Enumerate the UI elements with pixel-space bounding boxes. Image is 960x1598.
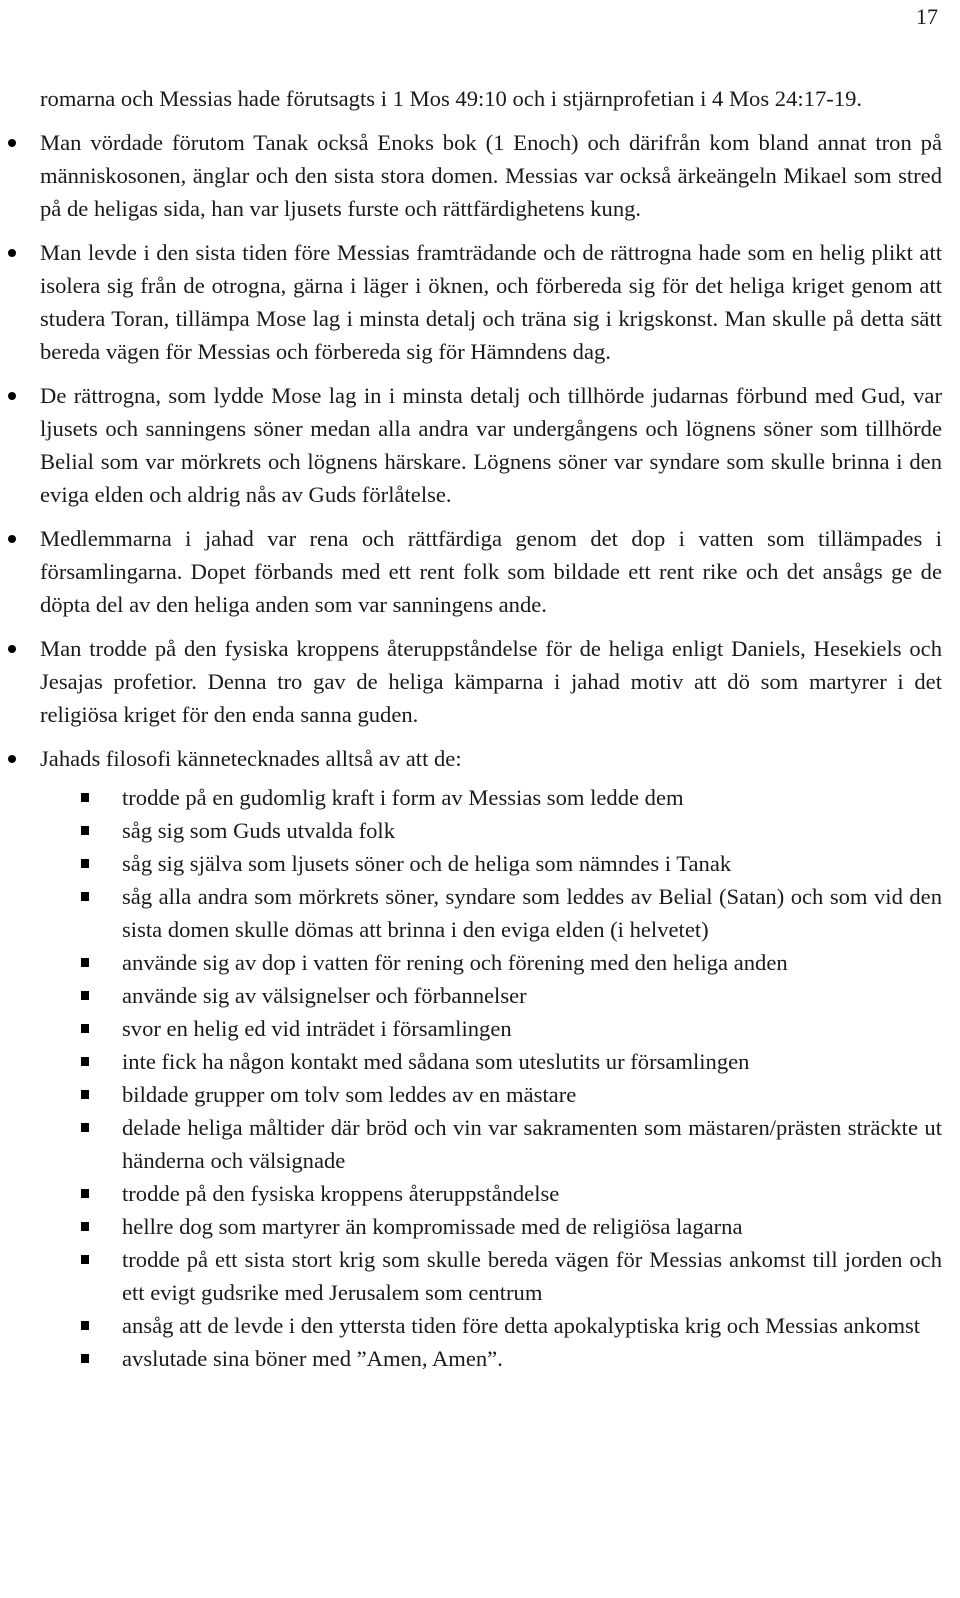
bullet-text: Man trodde på den fysiska kroppens återuppståndelse för de heliga enligt Daniels, Hesekiels och Jesajas profetior. Denna tro gav de heliga kämparna i jahad motiv att dö som martyrer i det religiösa kriget för den enda sanna guden. bbox=[40, 636, 942, 727]
sub-item-text: svor en helig ed vid inträdet i församlingen bbox=[122, 1016, 512, 1041]
square-bullet-icon bbox=[81, 793, 89, 802]
square-bullet-icon bbox=[81, 958, 89, 967]
bullet-text: De rättrogna, som lydde Mose lag in i minsta detalj och tillhörde judarnas förbund med Gud, var ljusets och sanningens söner medan alla andra var undergångens och lögnens söner som tillhörde Belial som var mörkrets och lögnens härskare. Lögnens söner var syndare som skulle brinna i den eviga elden och aldrig nås av Guds förlåtelse. bbox=[40, 383, 942, 507]
bullet-item bbox=[40, 236, 942, 368]
bullet-text: Man levde i den sista tiden före Messias framträdande och de rättrogna hade som en helig plikt att isolera sig från de otrogna, gärna i läger i öknen, och förbereda sig för det heliga kriget genom att studera Toran, tillämpa Mose lag i minsta detalj och träna sig i krigskonst. Man skulle på detta sätt bereda vägen för Messias och förbereda sig för Hämndens dag. bbox=[40, 240, 942, 364]
sub-item-text: inte fick ha någon kontakt med sådana som uteslutits ur församlingen bbox=[122, 1049, 750, 1074]
bullet-item bbox=[40, 522, 942, 621]
sub-list-item bbox=[122, 1309, 942, 1342]
sub-item-text: använde sig av välsignelser och förbannelser bbox=[122, 983, 527, 1008]
bullet-dot-icon bbox=[8, 755, 16, 763]
sub-list-item bbox=[122, 1012, 942, 1045]
sub-list-item bbox=[122, 1078, 942, 1111]
sub-item-text: ansåg att de levde i den yttersta tiden före detta apokalyptiska krig och Messias ankomst bbox=[122, 1313, 921, 1338]
sub-list-item bbox=[122, 979, 942, 1012]
square-bullet-icon bbox=[81, 1189, 89, 1198]
bullet-text: Medlemmarna i jahad var rena och rättfärdiga genom det dop i vatten som tillämpades i församlingarna. Dopet förbands med ett rent folk som bildade ett rent rike och det ansågs ge de döpta del av den heliga anden som var sanningens ande. bbox=[40, 526, 942, 617]
sub-item-text: såg alla andra som mörkrets söner, syndare som leddes av Belial (Satan) och som vid den sista domen skulle dömas att brinna i den eviga elden (i helvetet) bbox=[122, 884, 942, 942]
bullet-item bbox=[40, 379, 942, 511]
sub-list-item bbox=[122, 814, 942, 847]
square-bullet-icon bbox=[81, 892, 89, 901]
sub-item-text: använde sig av dop i vatten för rening och förening med den heliga anden bbox=[122, 950, 788, 975]
page-body bbox=[40, 82, 942, 1375]
bullet-list bbox=[40, 126, 942, 775]
bullet-dot-icon bbox=[8, 139, 16, 147]
sub-list-item bbox=[122, 781, 942, 814]
sub-item-text: avslutade sina böner med ”Amen, Amen”. bbox=[122, 1346, 503, 1371]
sub-item-text: såg sig som Guds utvalda folk bbox=[122, 818, 395, 843]
sub-list-item bbox=[122, 1342, 942, 1375]
sub-item-text: trodde på en gudomlig kraft i form av Messias som ledde dem bbox=[122, 785, 684, 810]
sub-list-item bbox=[122, 1177, 942, 1210]
square-bullet-icon bbox=[81, 1123, 89, 1132]
sub-list-item bbox=[122, 1243, 942, 1309]
square-bullet-icon bbox=[81, 1057, 89, 1066]
square-bullet-icon bbox=[81, 1090, 89, 1099]
sub-item-text: såg sig själva som ljusets söner och de heliga som nämndes i Tanak bbox=[122, 851, 732, 876]
sub-list-item bbox=[122, 1210, 942, 1243]
bullet-text: Jahads filosofi kännetecknades alltså av att de: bbox=[40, 746, 462, 771]
square-bullet-icon bbox=[81, 859, 89, 868]
sub-item-text: trodde på ett sista stort krig som skulle bereda vägen för Messias ankomst till jorden och ett evigt gudsrike med Jerusalem som centrum bbox=[122, 1247, 942, 1305]
bullet-dot-icon bbox=[8, 645, 16, 653]
square-bullet-icon bbox=[81, 826, 89, 835]
bullet-item bbox=[40, 742, 942, 775]
square-bullet-icon bbox=[81, 1222, 89, 1231]
bullet-dot-icon bbox=[8, 249, 16, 257]
bullet-text: Man vördade förutom Tanak också Enoks bok (1 Enoch) och därifrån kom bland annat tron på människosonen, änglar och den sista stora domen. Messias var också ärkeängeln Mikael som stred på de heligas sida, han var ljusets furste och rättfärdighetens kung. bbox=[40, 130, 942, 221]
sub-list-item bbox=[122, 946, 942, 979]
sub-item-text: bildade grupper om tolv som leddes av en mästare bbox=[122, 1082, 577, 1107]
sub-item-text: trodde på den fysiska kroppens återuppståndelse bbox=[122, 1181, 560, 1206]
sub-list bbox=[40, 781, 942, 1375]
sub-item-text: hellre dog som martyrer än kompromissade med de religiösa lagarna bbox=[122, 1214, 743, 1239]
bullet-dot-icon bbox=[8, 392, 16, 400]
square-bullet-icon bbox=[81, 1024, 89, 1033]
page-number: 17 bbox=[916, 4, 938, 29]
sub-list-item bbox=[122, 1045, 942, 1078]
square-bullet-icon bbox=[81, 991, 89, 1000]
sub-list-item bbox=[122, 880, 942, 946]
bullet-item bbox=[40, 126, 942, 225]
intro-paragraph: romarna och Messias hade förutsagts i 1 Mos 49:10 och i stjärnprofetian i 4 Mos 24:17-19. bbox=[40, 86, 863, 111]
bullet-item bbox=[40, 632, 942, 731]
sub-item-text: delade heliga måltider där bröd och vin var sakramenten som mästaren/prästen sträckte ut händerna och välsignade bbox=[122, 1115, 942, 1173]
square-bullet-icon bbox=[81, 1321, 89, 1330]
bullet-dot-icon bbox=[8, 535, 16, 543]
sub-list-item bbox=[122, 847, 942, 880]
square-bullet-icon bbox=[81, 1255, 89, 1264]
sub-list-item bbox=[122, 1111, 942, 1177]
square-bullet-icon bbox=[81, 1354, 89, 1363]
